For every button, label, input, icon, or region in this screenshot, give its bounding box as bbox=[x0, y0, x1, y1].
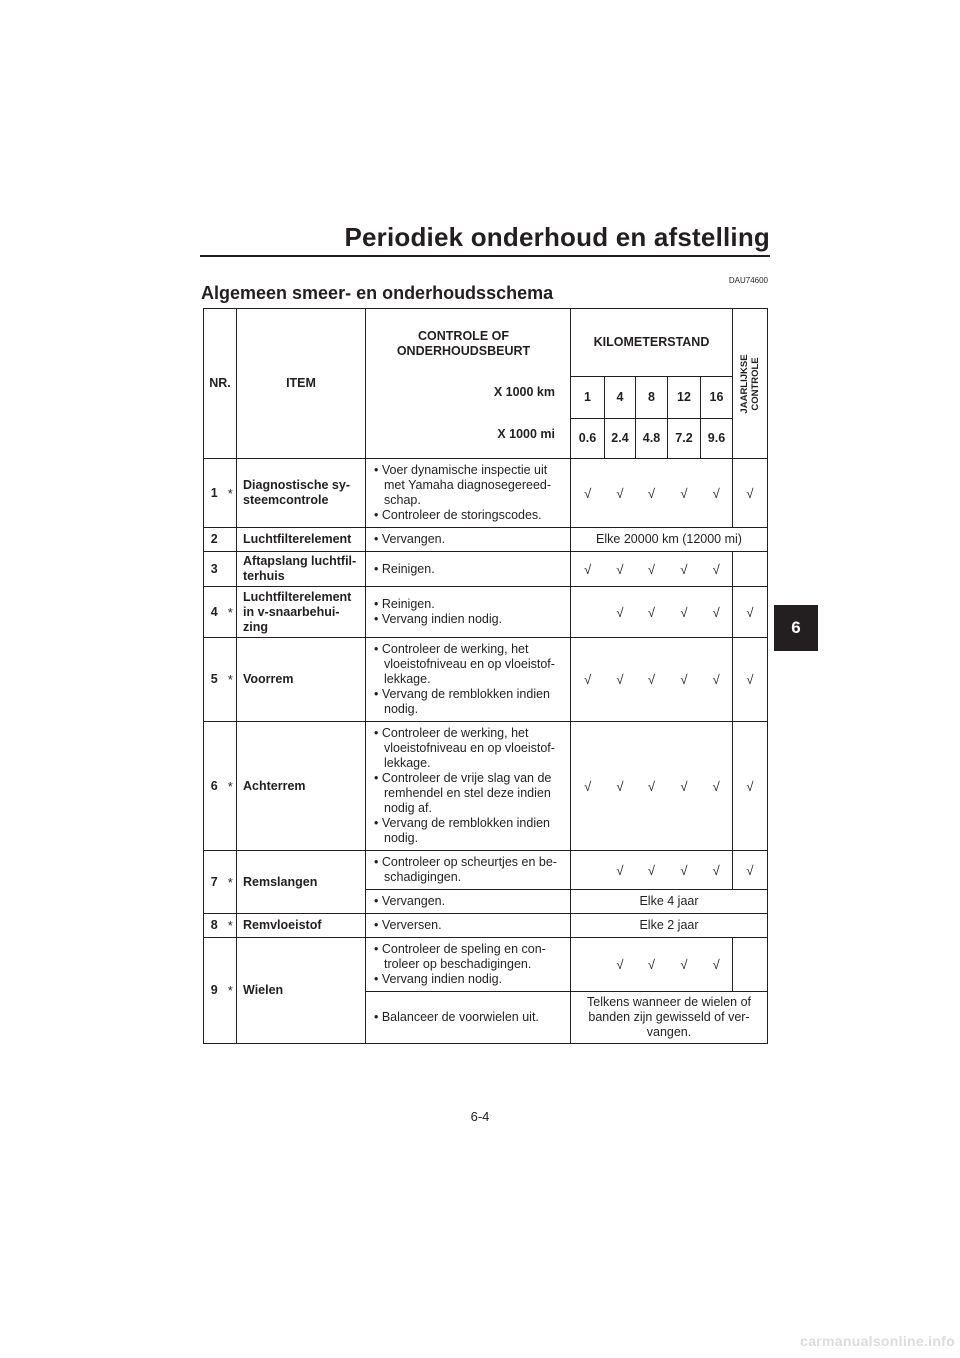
row-number: 3 bbox=[204, 552, 225, 587]
check-mark: √ bbox=[668, 938, 701, 992]
title-rule bbox=[200, 255, 770, 257]
maintenance-table bbox=[203, 308, 768, 1044]
chapter-tab: 6 bbox=[774, 605, 818, 651]
check-mark: √ bbox=[636, 587, 668, 638]
row-number: 2 bbox=[204, 528, 225, 552]
check-mark: √ bbox=[701, 587, 733, 638]
row-star: * bbox=[225, 722, 237, 851]
check-mark: √ bbox=[605, 722, 636, 851]
header-km-12: 12 bbox=[668, 377, 701, 419]
interval-text: Elke 20000 km (12000 mi) bbox=[571, 528, 768, 552]
row-star: * bbox=[225, 938, 237, 1044]
table-row bbox=[204, 459, 768, 528]
row-item: Wielen bbox=[237, 938, 366, 1044]
row-number: 8 bbox=[204, 914, 225, 938]
watermark: carmanualsonline.info bbox=[800, 1333, 955, 1349]
row-item bbox=[237, 587, 366, 638]
header-km-16: 16 bbox=[701, 377, 733, 419]
check-mark: √ bbox=[636, 552, 668, 587]
row-item bbox=[237, 459, 366, 528]
check-mark: √ bbox=[701, 851, 733, 890]
table-row bbox=[204, 722, 768, 851]
check-mark: √ bbox=[701, 722, 733, 851]
row-item-line: Aftapslang luchtfil- bbox=[243, 554, 357, 568]
row-star: * bbox=[225, 459, 237, 528]
check-mark: √ bbox=[668, 851, 701, 890]
row-star: * bbox=[225, 587, 237, 638]
row-star bbox=[225, 552, 237, 587]
row-number: 6 bbox=[204, 722, 225, 851]
row-action bbox=[366, 722, 571, 851]
row-action-line: • Voer dynamische inspectie uit met Yamaha diagnosegereed-schap. bbox=[374, 463, 552, 507]
check-mark: √ bbox=[571, 552, 605, 587]
row-action bbox=[366, 587, 571, 638]
header-nr: NR. bbox=[204, 309, 237, 459]
row-number: 7 bbox=[204, 851, 225, 914]
check-mark: √ bbox=[636, 722, 668, 851]
check-mark: √ bbox=[733, 459, 768, 528]
check-mark: √ bbox=[668, 552, 701, 587]
check-mark: √ bbox=[668, 587, 701, 638]
check-mark: √ bbox=[605, 938, 636, 992]
header-item: ITEM bbox=[237, 309, 366, 459]
check-mark: √ bbox=[605, 587, 636, 638]
row-star: * bbox=[225, 851, 237, 914]
header-km-1: 1 bbox=[571, 377, 605, 419]
row-action-line: • Controleer de vrije slag van de remhendel en stel deze indien nodig af. bbox=[374, 771, 552, 815]
check-mark: √ bbox=[701, 938, 733, 992]
check-mark: √ bbox=[571, 638, 605, 722]
header-mi-label: X 1000 mi bbox=[497, 427, 555, 441]
interval-text: Elke 4 jaar bbox=[571, 890, 768, 914]
row-action-line: • Vervang de remblokken indien nodig. bbox=[374, 816, 551, 845]
row-action-line: • Vervang de remblokken indien nodig. bbox=[374, 687, 551, 716]
row-number: 1 bbox=[204, 459, 225, 528]
row-number: 9 bbox=[204, 938, 225, 1044]
row-action-line: • Reinigen. bbox=[374, 597, 435, 611]
header-mi-7-2: 7.2 bbox=[668, 419, 701, 459]
row-item-line: steemcontrole bbox=[243, 493, 329, 507]
row-action: • Vervangen. bbox=[366, 890, 571, 914]
header-mi-2-4: 2.4 bbox=[605, 419, 636, 459]
row-action bbox=[366, 638, 571, 722]
check-mark: √ bbox=[733, 587, 768, 638]
row-item: Voorrem bbox=[237, 638, 366, 722]
header-control-title bbox=[366, 329, 561, 359]
row-action bbox=[366, 459, 571, 528]
row-item-line: Luchtfilterelement bbox=[243, 589, 352, 604]
row-item-line: zing bbox=[243, 619, 268, 634]
row-action-line: • Controleer de storingscodes. bbox=[374, 508, 542, 522]
check-mark: √ bbox=[636, 938, 668, 992]
check-mark: √ bbox=[733, 851, 768, 890]
page-number: 6-4 bbox=[470, 1109, 490, 1124]
check-mark: √ bbox=[701, 459, 733, 528]
check-mark: √ bbox=[701, 552, 733, 587]
table-row bbox=[204, 914, 768, 938]
row-star: * bbox=[225, 638, 237, 722]
header-km-4: 4 bbox=[605, 377, 636, 419]
header-km-label: X 1000 km bbox=[493, 385, 555, 399]
table-row bbox=[204, 552, 768, 587]
empty-cell bbox=[571, 587, 605, 638]
row-action-line: • Controleer de werking, het vloeistofniveau en op vloeistof-lekkage. bbox=[374, 642, 555, 686]
check-mark: √ bbox=[571, 459, 605, 528]
row-number: 5 bbox=[204, 638, 225, 722]
check-mark: √ bbox=[668, 638, 701, 722]
header-control-line2: ONDERHOUDSBEURT bbox=[396, 344, 531, 358]
table-row bbox=[204, 638, 768, 722]
row-action-line: • Controleer de werking, het vloeistofniveau en op vloeistof-lekkage. bbox=[374, 726, 555, 770]
row-item bbox=[237, 552, 366, 587]
table-row bbox=[204, 851, 768, 890]
header-mi-9-6: 9.6 bbox=[701, 419, 733, 459]
table-row bbox=[204, 938, 768, 992]
check-mark: √ bbox=[605, 459, 636, 528]
row-action-line: • Vervang indien nodig. bbox=[374, 972, 503, 986]
header-km-8: 8 bbox=[636, 377, 668, 419]
interval-text: Elke 2 jaar bbox=[571, 914, 768, 938]
row-action: • Balanceer de voorwielen uit. bbox=[366, 992, 571, 1044]
check-mark: √ bbox=[733, 638, 768, 722]
check-mark: √ bbox=[668, 459, 701, 528]
header-mi-0-6: 0.6 bbox=[571, 419, 605, 459]
row-star bbox=[225, 528, 237, 552]
row-star: * bbox=[225, 914, 237, 938]
row-action: • Reinigen. bbox=[366, 552, 571, 587]
row-action bbox=[366, 938, 571, 992]
row-item: Remvloeistof bbox=[237, 914, 366, 938]
check-mark: √ bbox=[701, 638, 733, 722]
table-row bbox=[204, 528, 768, 552]
section-heading: Algemeen smeer- en onderhoudsschema bbox=[201, 283, 554, 303]
table-row bbox=[204, 587, 768, 638]
row-item: Luchtfilterelement bbox=[237, 528, 366, 552]
empty-cell bbox=[571, 851, 605, 890]
row-action-line: • Vervang indien nodig. bbox=[374, 612, 503, 626]
header-annual-line2: CONTROLE bbox=[750, 356, 761, 411]
empty-cell bbox=[733, 552, 768, 587]
row-action bbox=[366, 851, 571, 890]
row-item-line: Diagnostische sy- bbox=[243, 478, 350, 492]
row-action: • Verversen. bbox=[366, 914, 571, 938]
check-mark: √ bbox=[571, 722, 605, 851]
check-mark: √ bbox=[668, 722, 701, 851]
header-annual-line1: JAARLIJKSE bbox=[739, 353, 750, 414]
header-control-line1: CONTROLE OF bbox=[418, 329, 509, 343]
empty-cell bbox=[571, 938, 605, 992]
check-mark: √ bbox=[636, 638, 668, 722]
interval-text: Telkens wanneer de wielen of banden zijn gewisseld of ver-vangen. bbox=[571, 992, 768, 1044]
empty-cell bbox=[733, 938, 768, 992]
header-odometer: KILOMETERSTAND bbox=[571, 309, 733, 377]
check-mark: √ bbox=[733, 722, 768, 851]
check-mark: √ bbox=[636, 459, 668, 528]
row-item-line: in v-snaarbehui- bbox=[243, 604, 340, 619]
row-item-line: terhuis bbox=[243, 569, 285, 583]
header-annual bbox=[733, 309, 768, 459]
header-mi-4-8: 4.8 bbox=[636, 419, 668, 459]
row-action-line: • Controleer de speling en con-troleer op beschadigingen. bbox=[374, 942, 546, 971]
check-mark: √ bbox=[605, 851, 636, 890]
check-mark: √ bbox=[605, 552, 636, 587]
row-action-line: • Controleer op scheurtjes en be-schadigingen. bbox=[374, 855, 557, 884]
document-code: DAU74600 bbox=[728, 276, 768, 285]
header-annual-text bbox=[739, 354, 761, 413]
header-control bbox=[366, 309, 571, 459]
row-action: • Vervangen. bbox=[366, 528, 571, 552]
row-item: Remslangen bbox=[237, 851, 366, 914]
page-title: Periodiek onderhoud en afstelling bbox=[344, 222, 770, 252]
row-number: 4 bbox=[204, 587, 225, 638]
check-mark: √ bbox=[636, 851, 668, 890]
row-item: Achterrem bbox=[237, 722, 366, 851]
check-mark: √ bbox=[605, 638, 636, 722]
